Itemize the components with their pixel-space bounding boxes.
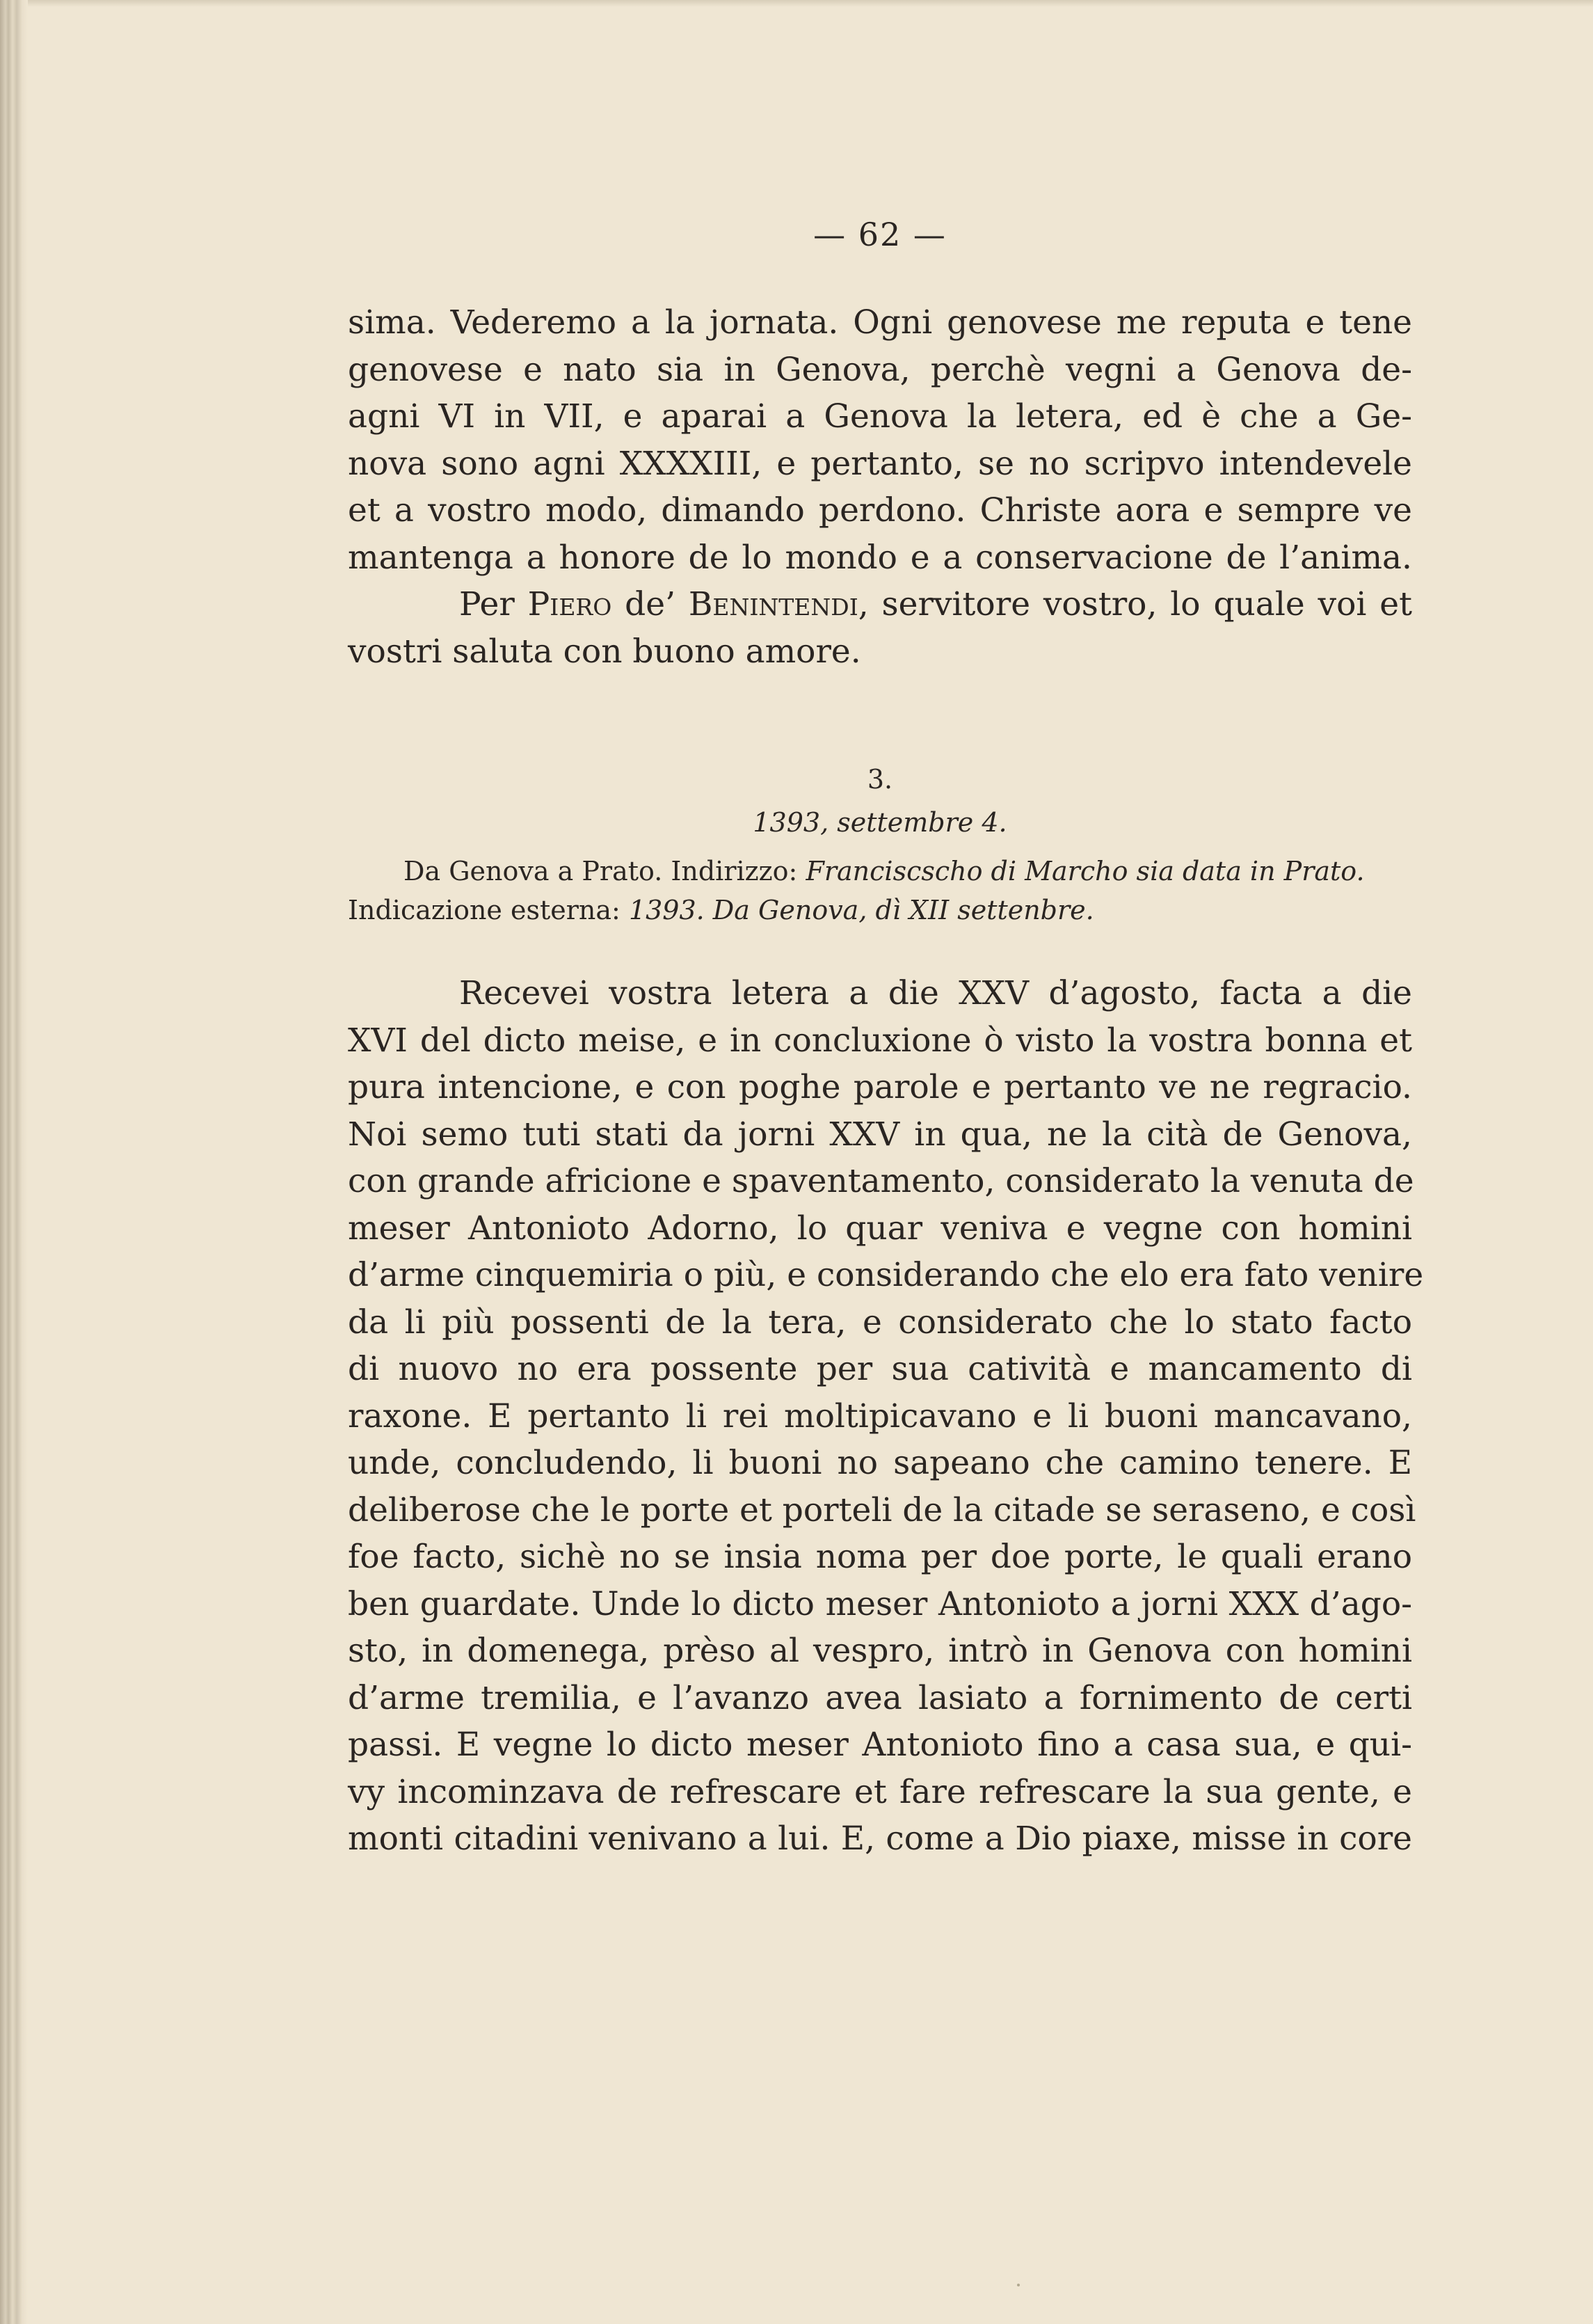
text-line: d’arme cinquemiria o più, e considerando che elo era fato venire [348,1256,1424,1294]
text-line: raxone. E pertanto li rei moltipicavano e li buoni mancavano, [348,1396,1412,1435]
signature-prefix: Per [459,585,515,623]
text-line: vostri saluta con buono amore. [348,632,861,671]
signature-suffix: , servitore vostro, lo quale voi et [858,585,1412,623]
paper-speck [1017,2284,1020,2286]
paragraph-signature [348,581,1412,675]
text-line: vy incominzava de refrescare et fare refrescare la sua gente, e [348,1772,1412,1811]
text-line: pura intencione, e con poghe parole e pertanto ve ne regracio. [348,1068,1412,1106]
text-line: Recevei vostra letera a die XXV d’agosto, facta a die [459,974,1412,1012]
book-page [348,216,1424,1863]
text-line: meser Antonioto Adorno, lo quar veniva e vegne con homini [348,1209,1412,1248]
text-line: di nuovo no era possente per sua catività e mancamento di [348,1350,1412,1388]
signature-mid: de’ [625,585,676,623]
text-line: XVI del dicto meise, e in concluxione ò visto la vostra bonna et [348,1021,1412,1060]
text-line: Noi semo tuti stati da jorni XXV in qua, ne la cità de Genova, [348,1115,1412,1154]
text-line: sto, in domenega, prèso al vespro, intrò in Genova con homini [348,1632,1412,1670]
paragraph-letter-body [348,970,1424,1863]
paragraph-continuation [348,299,1412,581]
address-prefix: Da Genova a Prato. Indirizzo: [403,856,798,886]
document-date: 1393, settembre 4. [753,807,1007,838]
text-line: d’arme tremilia, e l’avanzo avea lasiato a fornimento de certi [348,1678,1412,1717]
text-line: agni VI in VII, e aparai a Genova la letera, ed è che a Ge- [348,397,1412,436]
signature-line [348,581,1412,628]
address-line [348,852,1412,891]
external-note-text: 1393. Da Genova, dì XII settenbre. [628,895,1094,925]
sender-first-name: Piero [527,585,612,623]
external-note-line [348,891,1412,930]
text-line: deliberose che le porte et porteli de la citade se seraseno, e così [348,1490,1416,1529]
text-line: nova sono agni XXXXIII, e pertanto, se no scripvo intendevele [348,444,1412,483]
page-top-edge [0,0,1593,7]
document-number: 3. [867,764,893,795]
text-line: passi. E vegne lo dicto meser Antonioto fino a casa sua, e qui- [348,1726,1412,1764]
book-spine-shadow [0,0,28,2324]
page-number: — 62 — [813,216,947,253]
external-note-prefix: Indicazione esterna: [348,895,621,925]
text-line: mantenga a honore de lo mondo e a conservacione de l’anima. [348,538,1412,577]
text-line: et a vostro modo, dimando perdono. Christe aora e sempre ve [348,491,1412,530]
text-line: da li più possenti de la tera, e considerato che lo stato facto [348,1303,1412,1342]
text-line: ben guardate. Unde lo dicto meser Antonioto a jorni XXX d’ago- [348,1584,1412,1623]
text-line: foe facto, sichè no se insia noma per doe porte, le quali erano [348,1538,1412,1576]
text-line: con grande africione e spaventamento, considerato la venuta de [348,1162,1414,1200]
text-line: genovese e nato sia in Genova, perchè vegni a Genova de- [348,350,1412,389]
text-line: monti citadini venivano a lui. E, come a Dio piaxe, misse in core [348,1820,1412,1858]
sender-surname: Benintendi [688,585,858,623]
text-line: unde, concludendo, li buoni no sapeano che camino tenere. E [348,1444,1412,1482]
address-text: Franciscscho di Marcho sia data in Prato. [806,856,1365,886]
document-metadata [348,852,1412,930]
text-line: sima. Vederemo a la jornata. Ogni genovese me reputa e tene [348,303,1412,342]
